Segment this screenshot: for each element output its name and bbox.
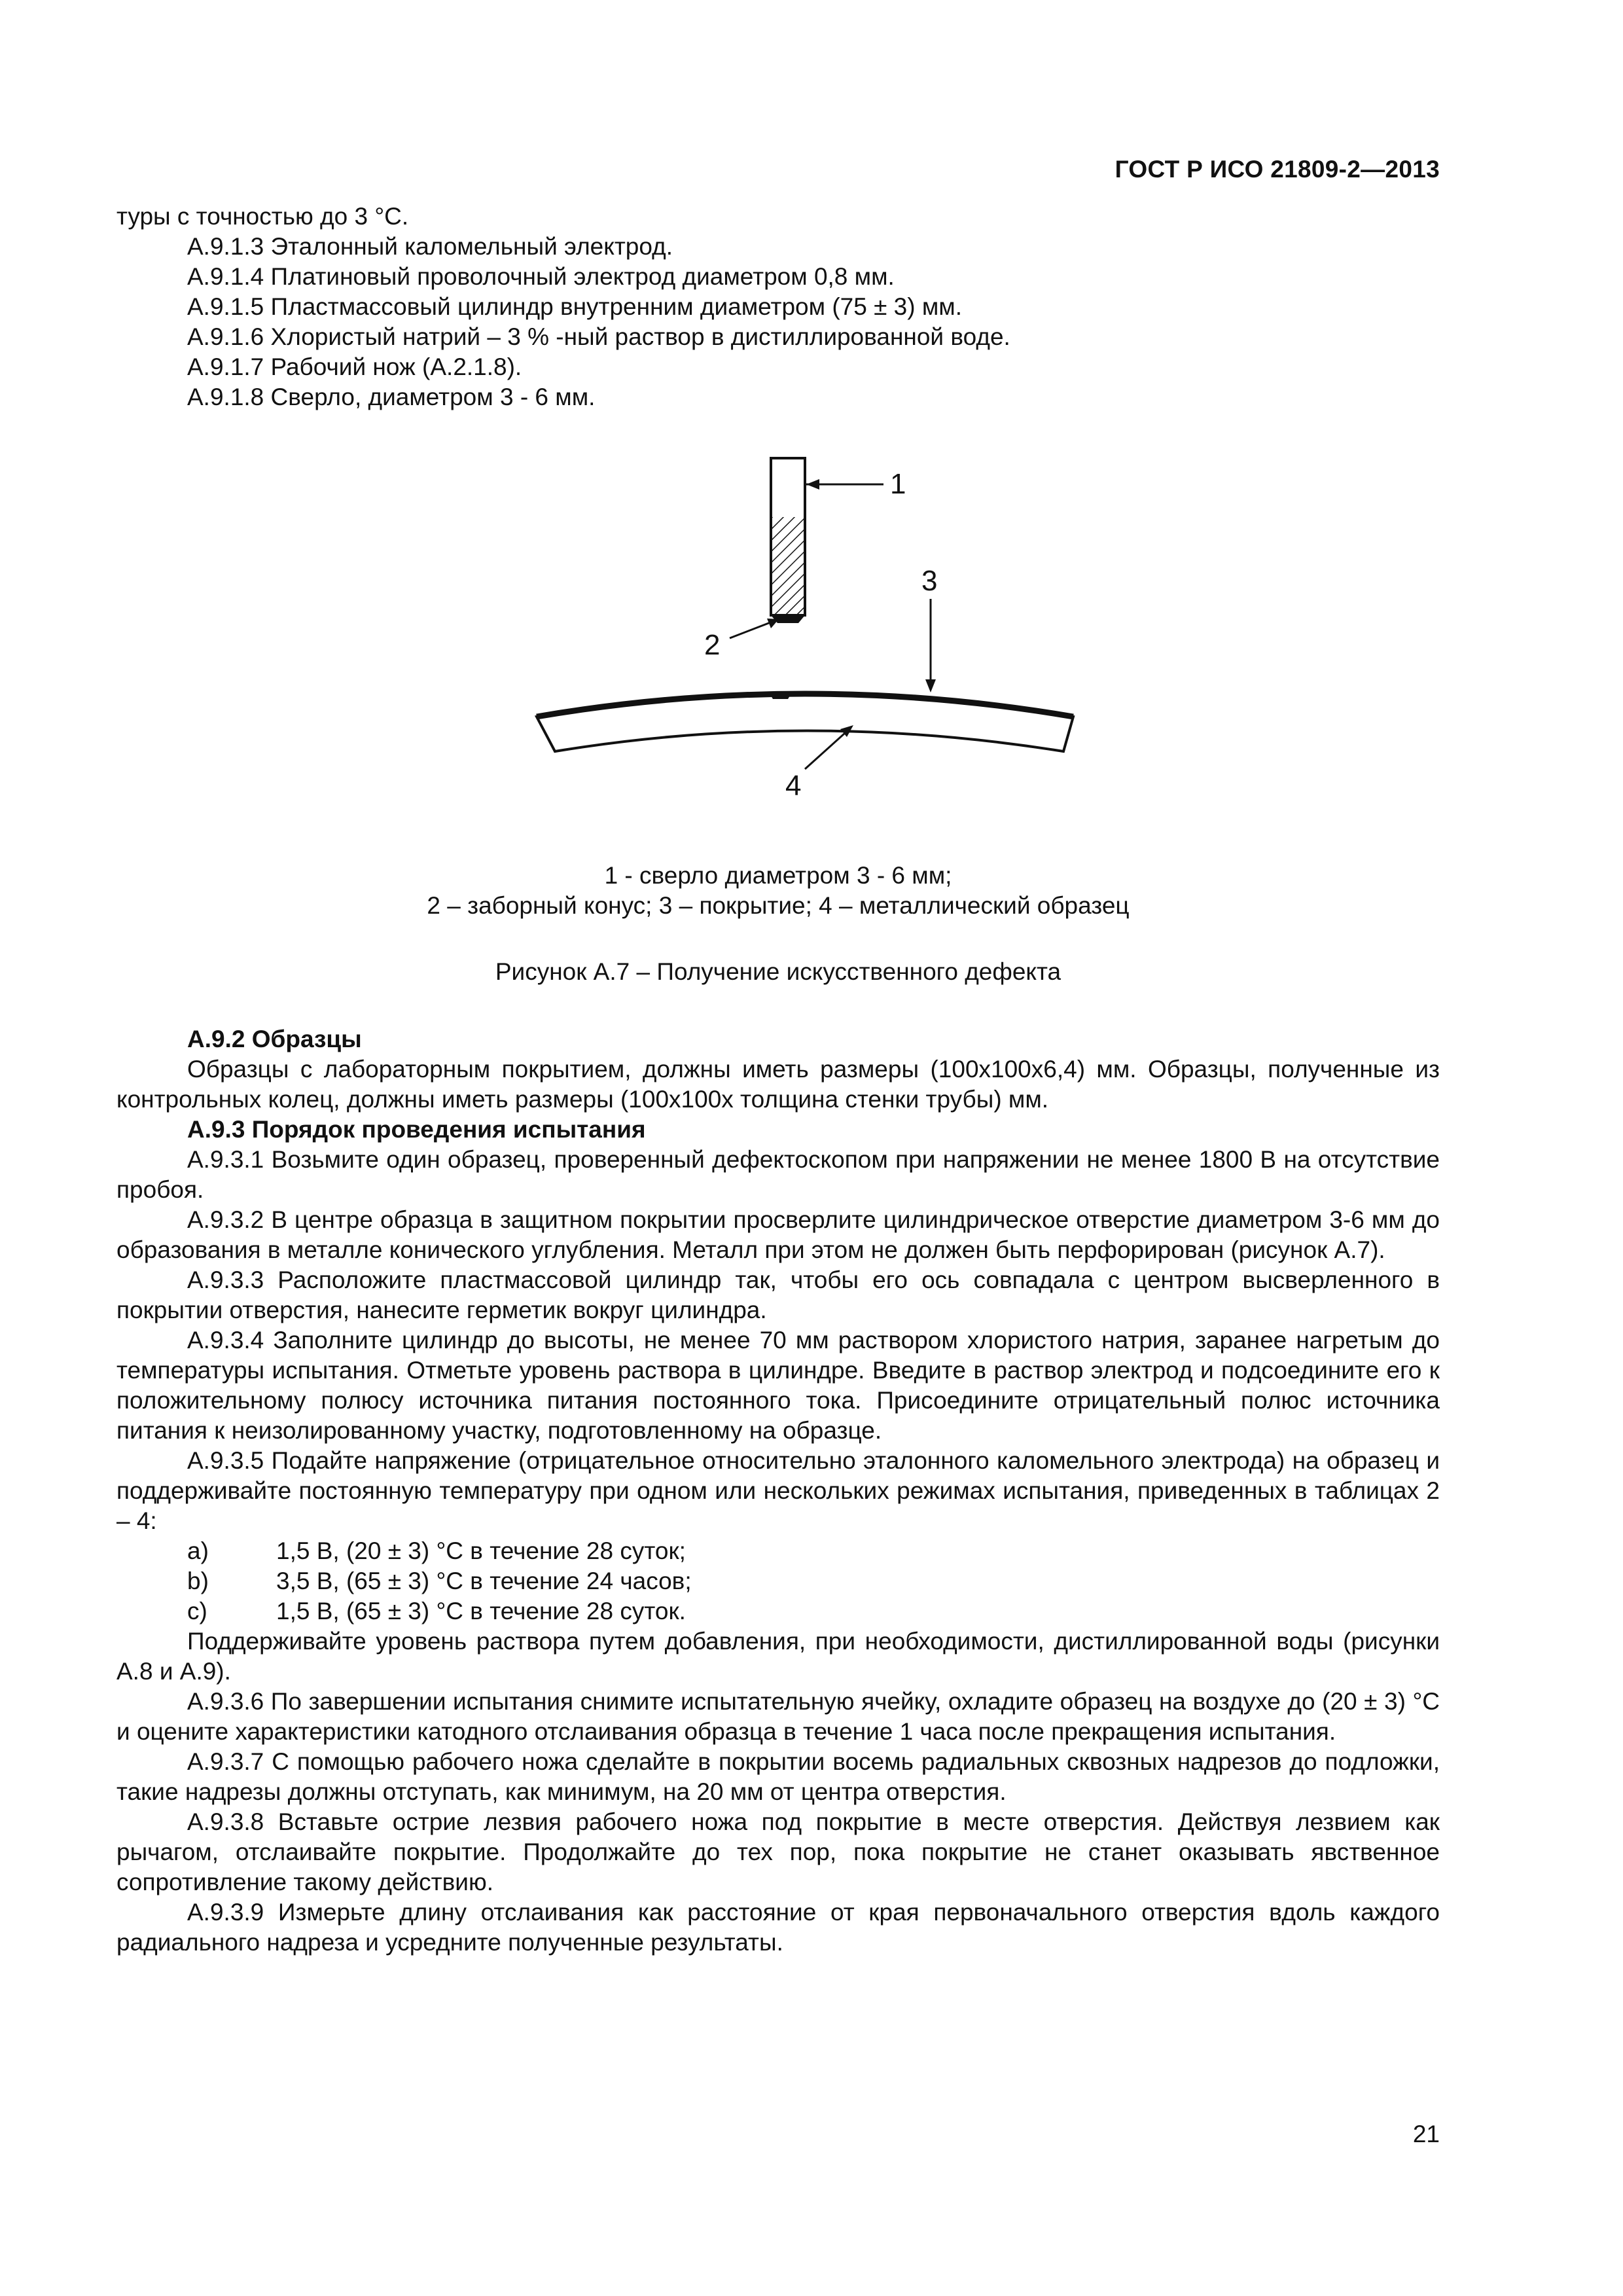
list-item xyxy=(116,1536,1440,1566)
list-text: 1,5 В, (20 ± 3) °С в течение 28 суток; xyxy=(276,1537,686,1564)
list-marker: a) xyxy=(187,1537,209,1564)
figure-legend xyxy=(116,861,1440,921)
list-marker: c) xyxy=(187,1598,207,1624)
text-line: А.9.1.5 Пластмассовый цилиндр внутренним диаметром (75 ± 3) мм. xyxy=(187,293,962,320)
paragraph: А.9.3.4 Заполните цилиндр до высоты, не менее 70 мм раствором хлористого натрия, заранее нагретым до температуры испытания. Отметьте уровень раствора в цилиндре. Введите в раствор электрод и подсоедините его к положительному полюсу источника питания постоянного тока. Присоедините отрицательный полюс источника питания к неизолированному участку, подготовленному на образце. xyxy=(116,1327,1440,1444)
figure-legend-line: 1 - сверло диаметром 3 - 6 мм; xyxy=(604,862,952,889)
paragraph: А.9.3.2 В центре образца в защитном покрытии просверлите цилиндрическое отверстие диаметром 3-6 мм до образования в металле конического углубления. Металл при этом не должен быть перфорирован (рисунок А.7). xyxy=(116,1206,1440,1263)
figure-label-2: 2 xyxy=(704,629,721,661)
page-number: 21 xyxy=(1412,2121,1440,2147)
metal-sample-illustration xyxy=(537,692,1073,751)
text-line: А.9.1.8 Сверло, диаметром 3 - 6 мм. xyxy=(187,384,596,410)
text-line: А.9.1.3 Эталонный каломельный электрод. xyxy=(187,233,673,260)
equipment-list xyxy=(116,202,1440,412)
text-line: А.9.1.6 Хлористый натрий – 3 % -ный раствор в дистиллированной воде. xyxy=(187,323,1010,350)
list-text: 1,5 В, (65 ± 3) °С в течение 28 суток. xyxy=(276,1598,686,1624)
paragraph: Поддерживайте уровень раствора путем добавления, при необходимости, дистиллированной воды (рисунки А.8 и А.9). xyxy=(116,1628,1440,1685)
paragraph: А.9.3.7 С помощью рабочего ножа сделайте в покрытии восемь радиальных сквозных надрезов до подложки, такие надрезы должны отступать, как минимум, на 20 мм от центра отверстия. xyxy=(116,1748,1440,1805)
document-header: ГОСТ Р ИСО 21809-2—2013 xyxy=(1115,156,1440,183)
drill-illustration xyxy=(771,458,805,623)
list-item xyxy=(116,1596,1440,1626)
section-heading: А.9.2 Образцы xyxy=(187,1026,362,1052)
list-marker: b) xyxy=(187,1568,209,1594)
artificial-defect-figure xyxy=(510,445,1099,825)
figure-legend-line: 2 – заборный конус; 3 – покрытие; 4 – металлический образец xyxy=(427,892,1130,919)
text-line: А.9.1.7 Рабочий нож (А.2.1.8). xyxy=(187,353,522,380)
list-item xyxy=(116,1566,1440,1596)
figure-caption: Рисунок А.7 – Получение искусственного дефекта xyxy=(495,958,1061,985)
paragraph: А.9.3.8 Вставьте острие лезвия рабочего ножа под покрытие в месте отверстия. Действуя лезвием как рычагом, отслаивайте покрытие. Продолжайте до тех пор, пока покрытие не станет оказывать явственное сопротивление такому действию. xyxy=(116,1808,1440,1895)
figure-label-3: 3 xyxy=(921,565,938,597)
main-body xyxy=(116,1024,1440,1958)
paragraph: А.9.3.1 Возьмите один образец, проверенный дефектоскопом при напряжении не менее 1800 В на отсутствие пробоя. xyxy=(116,1146,1440,1203)
paragraph: А.9.3.3 Расположите пластмассовой цилиндр так, чтобы его ось совпадала с центром высверленного в покрытии отверстия, нанесите герметик вокруг цилиндра. xyxy=(116,1266,1440,1323)
section-heading: А.9.3 Порядок проведения испытания xyxy=(187,1116,646,1143)
paragraph: А.9.3.6 По завершении испытания снимите испытательную ячейку, охладите образец на воздухе до (20 ± 3) °С и оцените характеристики катодного отслаивания образца в течение 1 часа после прекращения испытания. xyxy=(116,1688,1440,1745)
list-text: 3,5 В, (65 ± 3) °С в течение 24 часов; xyxy=(276,1568,692,1594)
text-line: А.9.1.4 Платиновый проволочный электрод диаметром 0,8 мм. xyxy=(187,263,895,290)
text-line: туры с точностью до 3 °С. xyxy=(116,203,409,230)
paragraph: А.9.3.9 Измерьте длину отслаивания как расстояние от края первоначального отверстия вдоль каждого радиального надреза и усредните полученные результаты. xyxy=(116,1899,1440,1956)
paragraph: А.9.3.5 Подайте напряжение (отрицательное относительно эталонного каломельного электрода) на образец и поддерживайте постоянную температуру при одном или нескольких режимах испытания, приведенных в таблицах 2 – 4: xyxy=(116,1447,1440,1534)
paragraph: Образцы с лабораторным покрытием, должны иметь размеры (100х100х6,4) мм. Образцы, полученные из контрольных колец, должны иметь размеры (100х100х толщина стенки трубы) мм. xyxy=(116,1056,1440,1113)
figure-label-4: 4 xyxy=(785,770,802,802)
figure-label-1: 1 xyxy=(890,468,906,500)
